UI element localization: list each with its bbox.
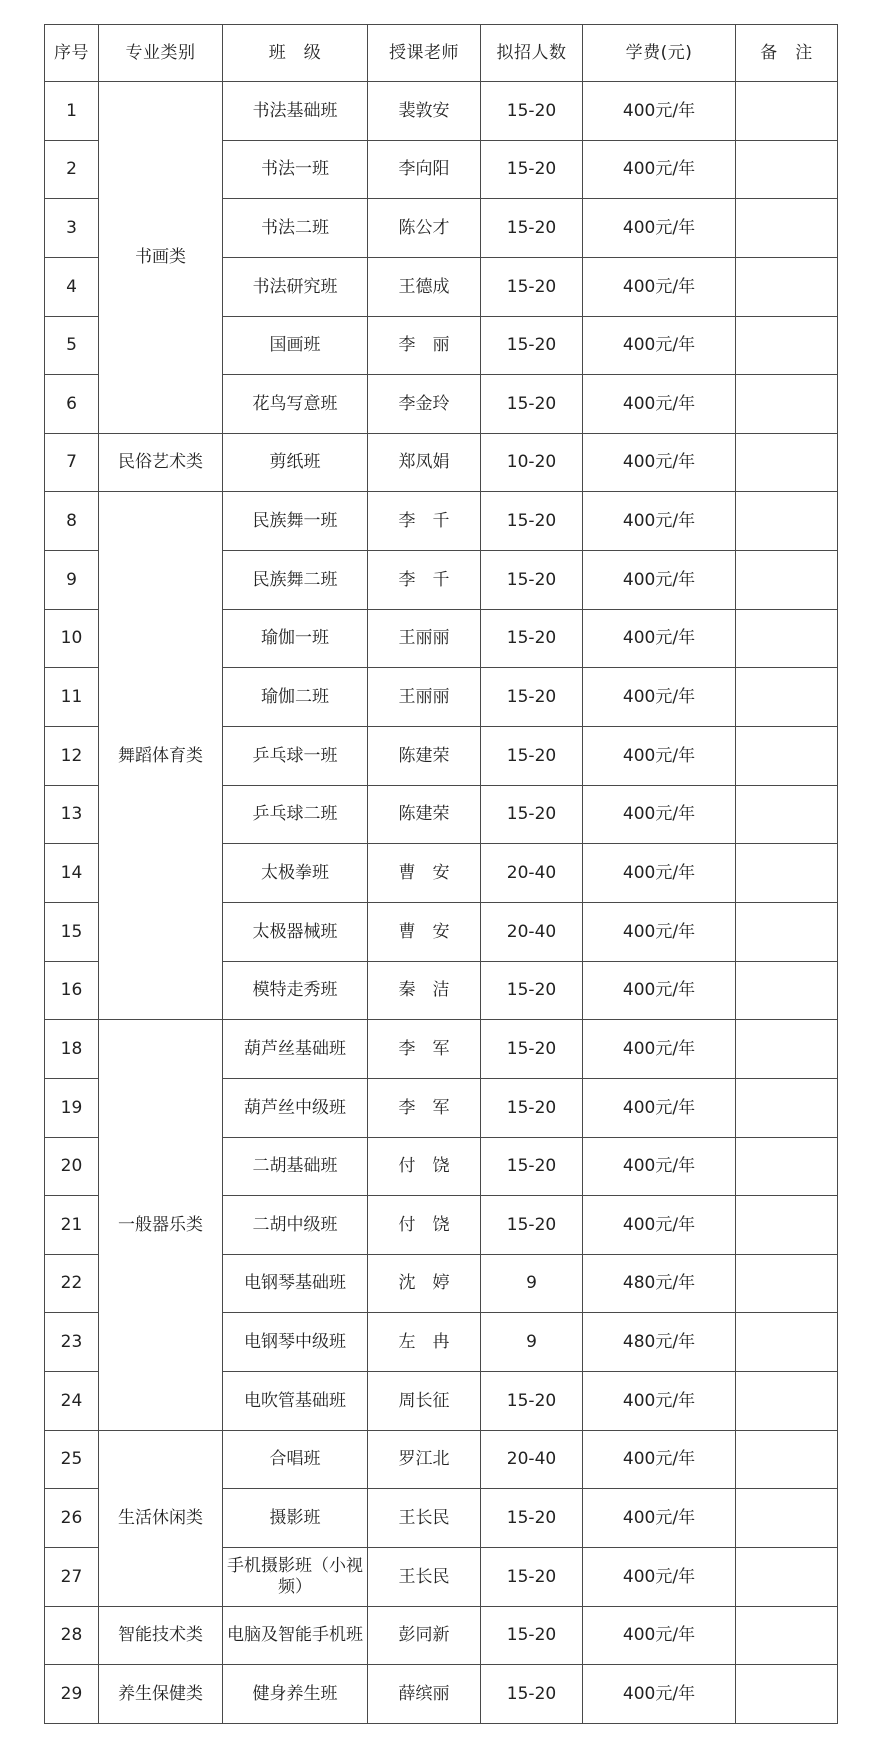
header-fee: 学费(元): [583, 25, 736, 82]
cell-fee: 400元/年: [583, 551, 736, 610]
cell-note: [736, 492, 838, 551]
cell-note: [736, 1489, 838, 1548]
cell-quota: 15-20: [481, 82, 583, 141]
cell-quota: 15-20: [481, 1548, 583, 1607]
cell-class: 太极拳班: [223, 844, 368, 903]
table-row: [45, 1665, 838, 1724]
header-seq: 序号: [45, 25, 99, 82]
cell-class: 葫芦丝中级班: [223, 1078, 368, 1137]
cell-category: 智能技术类: [99, 1606, 223, 1665]
header-note: 备 注: [736, 25, 838, 82]
header-quota: 拟招人数: [481, 25, 583, 82]
cell-teacher: 王长民: [368, 1489, 481, 1548]
cell-note: [736, 316, 838, 375]
cell-teacher: 李向阳: [368, 140, 481, 199]
cell-note: [736, 257, 838, 316]
cell-class: 二胡中级班: [223, 1196, 368, 1255]
cell-teacher: 左 冉: [368, 1313, 481, 1372]
cell-quota: 15-20: [481, 1489, 583, 1548]
table-row: [45, 1020, 838, 1079]
cell-seq: 22: [45, 1254, 99, 1313]
cell-note: [736, 1254, 838, 1313]
cell-note: [736, 668, 838, 727]
cell-quota: 15-20: [481, 785, 583, 844]
cell-seq: 28: [45, 1606, 99, 1665]
cell-fee: 400元/年: [583, 140, 736, 199]
cell-fee: 400元/年: [583, 257, 736, 316]
cell-teacher: 薛缤丽: [368, 1665, 481, 1724]
cell-class: 书法基础班: [223, 82, 368, 141]
cell-note: [736, 1020, 838, 1079]
cell-note: [736, 1137, 838, 1196]
cell-seq: 20: [45, 1137, 99, 1196]
cell-note: [736, 433, 838, 492]
cell-seq: 29: [45, 1665, 99, 1724]
cell-class: 手机摄影班（小视频）: [223, 1548, 368, 1607]
cell-quota: 15-20: [481, 1137, 583, 1196]
cell-fee: 480元/年: [583, 1313, 736, 1372]
cell-category: 舞蹈体育类: [99, 492, 223, 1020]
cell-quota: 15-20: [481, 199, 583, 258]
cell-quota: 20-40: [481, 1430, 583, 1489]
cell-note: [736, 961, 838, 1020]
cell-class: 电脑及智能手机班: [223, 1606, 368, 1665]
cell-note: [736, 82, 838, 141]
cell-class: 健身养生班: [223, 1665, 368, 1724]
cell-quota: 15-20: [481, 551, 583, 610]
cell-quota: 15-20: [481, 1078, 583, 1137]
cell-teacher: 彭同新: [368, 1606, 481, 1665]
cell-fee: 480元/年: [583, 1254, 736, 1313]
cell-note: [736, 609, 838, 668]
cell-class: 模特走秀班: [223, 961, 368, 1020]
cell-teacher: 陈建荣: [368, 785, 481, 844]
cell-fee: 400元/年: [583, 902, 736, 961]
table-row: [45, 1430, 838, 1489]
cell-quota: 10-20: [481, 433, 583, 492]
table-row: [45, 492, 838, 551]
cell-class: 花鸟写意班: [223, 375, 368, 434]
cell-fee: 400元/年: [583, 433, 736, 492]
cell-fee: 400元/年: [583, 375, 736, 434]
cell-note: [736, 551, 838, 610]
cell-seq: 18: [45, 1020, 99, 1079]
cell-seq: 1: [45, 82, 99, 141]
cell-class: 书法研究班: [223, 257, 368, 316]
cell-teacher: 陈建荣: [368, 727, 481, 786]
cell-fee: 400元/年: [583, 1372, 736, 1431]
cell-class: 书法二班: [223, 199, 368, 258]
cell-quota: 9: [481, 1254, 583, 1313]
cell-fee: 400元/年: [583, 316, 736, 375]
cell-note: [736, 1548, 838, 1607]
cell-seq: 24: [45, 1372, 99, 1431]
cell-teacher: 裴敦安: [368, 82, 481, 141]
course-table: [44, 24, 838, 1724]
cell-quota: 15-20: [481, 1020, 583, 1079]
cell-seq: 8: [45, 492, 99, 551]
cell-quota: 20-40: [481, 902, 583, 961]
cell-fee: 400元/年: [583, 1196, 736, 1255]
cell-teacher: 秦 洁: [368, 961, 481, 1020]
cell-seq: 7: [45, 433, 99, 492]
cell-class: 民族舞一班: [223, 492, 368, 551]
cell-teacher: 曹 安: [368, 902, 481, 961]
cell-quota: 15-20: [481, 668, 583, 727]
cell-teacher: 李 丽: [368, 316, 481, 375]
cell-note: [736, 199, 838, 258]
cell-note: [736, 1430, 838, 1489]
cell-fee: 400元/年: [583, 1137, 736, 1196]
cell-teacher: 罗江北: [368, 1430, 481, 1489]
cell-class: 合唱班: [223, 1430, 368, 1489]
cell-category: 养生保健类: [99, 1665, 223, 1724]
cell-fee: 400元/年: [583, 1430, 736, 1489]
cell-teacher: 李 千: [368, 551, 481, 610]
cell-teacher: 王丽丽: [368, 609, 481, 668]
cell-category: 一般器乐类: [99, 1020, 223, 1430]
cell-seq: 4: [45, 257, 99, 316]
cell-teacher: 王丽丽: [368, 668, 481, 727]
cell-seq: 27: [45, 1548, 99, 1607]
cell-class: 民族舞二班: [223, 551, 368, 610]
cell-category: 生活休闲类: [99, 1430, 223, 1606]
cell-fee: 400元/年: [583, 1606, 736, 1665]
cell-category: 书画类: [99, 82, 223, 434]
cell-seq: 21: [45, 1196, 99, 1255]
cell-fee: 400元/年: [583, 1665, 736, 1724]
cell-class: 乒乓球一班: [223, 727, 368, 786]
cell-class: 乒乓球二班: [223, 785, 368, 844]
header-category: 专业类别: [99, 25, 223, 82]
cell-fee: 400元/年: [583, 785, 736, 844]
cell-teacher: 李 千: [368, 492, 481, 551]
cell-teacher: 李金玲: [368, 375, 481, 434]
cell-fee: 400元/年: [583, 844, 736, 903]
cell-quota: 20-40: [481, 844, 583, 903]
cell-fee: 400元/年: [583, 1020, 736, 1079]
cell-quota: 15-20: [481, 609, 583, 668]
cell-class: 太极器械班: [223, 902, 368, 961]
cell-note: [736, 1196, 838, 1255]
cell-category: 民俗艺术类: [99, 433, 223, 492]
cell-class: 国画班: [223, 316, 368, 375]
cell-fee: 400元/年: [583, 1489, 736, 1548]
table-body: [45, 82, 838, 1724]
cell-seq: 3: [45, 199, 99, 258]
cell-quota: 15-20: [481, 316, 583, 375]
cell-class: 摄影班: [223, 1489, 368, 1548]
cell-quota: 15-20: [481, 961, 583, 1020]
cell-teacher: 王德成: [368, 257, 481, 316]
cell-note: [736, 140, 838, 199]
cell-seq: 12: [45, 727, 99, 786]
cell-teacher: 郑凤娟: [368, 433, 481, 492]
cell-note: [736, 902, 838, 961]
cell-teacher: 李 军: [368, 1078, 481, 1137]
cell-class: 书法一班: [223, 140, 368, 199]
cell-seq: 13: [45, 785, 99, 844]
cell-quota: 15-20: [481, 727, 583, 786]
cell-seq: 15: [45, 902, 99, 961]
cell-fee: 400元/年: [583, 199, 736, 258]
cell-teacher: 付 饶: [368, 1196, 481, 1255]
cell-seq: 11: [45, 668, 99, 727]
cell-class: 剪纸班: [223, 433, 368, 492]
cell-seq: 6: [45, 375, 99, 434]
cell-seq: 26: [45, 1489, 99, 1548]
table-row: [45, 82, 838, 141]
cell-seq: 19: [45, 1078, 99, 1137]
cell-class: 电钢琴基础班: [223, 1254, 368, 1313]
cell-teacher: 陈公才: [368, 199, 481, 258]
cell-class: 电吹管基础班: [223, 1372, 368, 1431]
cell-teacher: 周长征: [368, 1372, 481, 1431]
cell-fee: 400元/年: [583, 1078, 736, 1137]
cell-note: [736, 1313, 838, 1372]
cell-class: 二胡基础班: [223, 1137, 368, 1196]
cell-quota: 15-20: [481, 1606, 583, 1665]
cell-teacher: 付 饶: [368, 1137, 481, 1196]
cell-seq: 5: [45, 316, 99, 375]
cell-note: [736, 1665, 838, 1724]
cell-quota: 15-20: [481, 492, 583, 551]
cell-class: 电钢琴中级班: [223, 1313, 368, 1372]
cell-teacher: 曹 安: [368, 844, 481, 903]
cell-quota: 15-20: [481, 1665, 583, 1724]
cell-note: [736, 1606, 838, 1665]
cell-note: [736, 785, 838, 844]
header-teacher: 授课老师: [368, 25, 481, 82]
cell-fee: 400元/年: [583, 961, 736, 1020]
cell-fee: 400元/年: [583, 609, 736, 668]
cell-teacher: 李 军: [368, 1020, 481, 1079]
cell-seq: 16: [45, 961, 99, 1020]
cell-seq: 10: [45, 609, 99, 668]
cell-quota: 9: [481, 1313, 583, 1372]
cell-note: [736, 1078, 838, 1137]
cell-seq: 14: [45, 844, 99, 903]
cell-fee: 400元/年: [583, 492, 736, 551]
cell-fee: 400元/年: [583, 668, 736, 727]
cell-quota: 15-20: [481, 1196, 583, 1255]
cell-fee: 400元/年: [583, 1548, 736, 1607]
cell-quota: 15-20: [481, 257, 583, 316]
cell-note: [736, 375, 838, 434]
cell-quota: 15-20: [481, 1372, 583, 1431]
table-header-row: [45, 25, 838, 82]
cell-class: 葫芦丝基础班: [223, 1020, 368, 1079]
cell-seq: 23: [45, 1313, 99, 1372]
cell-note: [736, 1372, 838, 1431]
cell-teacher: 沈 婷: [368, 1254, 481, 1313]
table-row: [45, 1606, 838, 1665]
cell-fee: 400元/年: [583, 727, 736, 786]
cell-fee: 400元/年: [583, 82, 736, 141]
cell-note: [736, 844, 838, 903]
cell-class: 瑜伽二班: [223, 668, 368, 727]
cell-note: [736, 727, 838, 786]
cell-seq: 9: [45, 551, 99, 610]
table-row: [45, 433, 838, 492]
cell-quota: 15-20: [481, 140, 583, 199]
cell-seq: 2: [45, 140, 99, 199]
cell-class: 瑜伽一班: [223, 609, 368, 668]
cell-seq: 25: [45, 1430, 99, 1489]
cell-quota: 15-20: [481, 375, 583, 434]
cell-teacher: 王长民: [368, 1548, 481, 1607]
header-class: 班 级: [223, 25, 368, 82]
